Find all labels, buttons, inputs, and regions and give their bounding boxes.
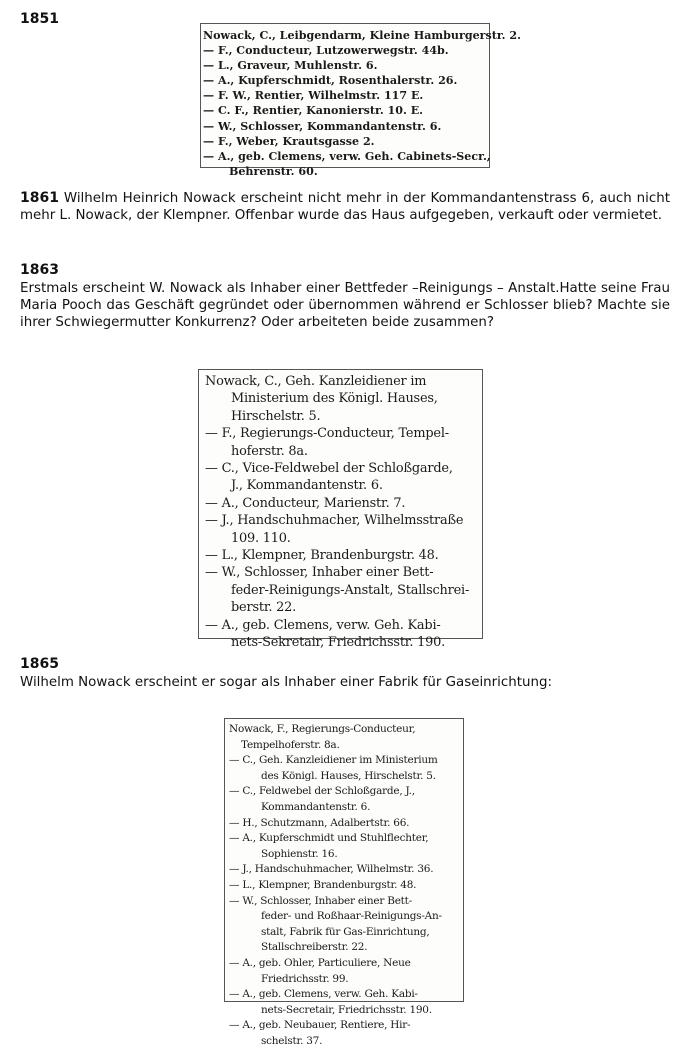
clipping-line: Kommandantenstr. 6. (261, 800, 371, 813)
clipping-line: — F., Weber, Krautsgasse 2. (203, 134, 375, 148)
year-heading-1863: 1863 (20, 262, 59, 278)
clipping-line: — C. F., Rentier, Kanonierstr. 10. E. (203, 104, 424, 118)
clipping-line: — L., Graveur, Muhlenstr. 6. (203, 59, 378, 73)
directory-clipping-1865 (224, 718, 464, 1047)
clipping-line: Stallschreiberstr. 22. (261, 941, 368, 954)
clipping-line: — L., Klempner, Brandenburgstr. 48. (229, 878, 417, 891)
clipping-line: Nowack, C., Leibgendarm, Kleine Hamburgerstr. 2. (203, 29, 521, 42)
clipping-line: Hirschelstr. 5. (231, 408, 321, 424)
clipping-line: 109. 110. (231, 530, 291, 546)
clipping-line: Behrenstr. 60. (229, 164, 318, 178)
clipping-line: — J., Handschuhmacher, Wilhelmstr. 36. (229, 863, 434, 876)
clipping-line: — A., geb. Clemens, verw. Geh. Cabinets-Secr., (203, 149, 491, 163)
directory-clipping-1863 (198, 369, 483, 651)
clipping-line: — F. W., Rentier, Wilhelmstr. 117 E. (203, 89, 424, 103)
clipping-line: — H., Schutzmann, Adalbertstr. 66. (229, 816, 410, 829)
paragraph-1861 (20, 190, 670, 224)
clipping-line: Nowack, F., Regierungs-Conducteur, (229, 723, 416, 735)
paragraph-1861-text: Wilhelm Heinrich Nowack erscheint nicht mehr in der Kommandantenstrass 6, auch nicht mehr L. Nowack, der Klempner. Offenbar wurde das Haus aufgegeben, verkauft oder vermietet. (20, 191, 670, 223)
clipping-line: — F., Conducteur, Lutzowerwegstr. 44b. (203, 44, 449, 58)
clipping-line: schelstr. 37. (261, 1034, 323, 1047)
clipping-line: — C., Feldwebel der Schloßgarde, J., (229, 785, 415, 798)
paragraph-1865: Wilhelm Nowack erscheint er sogar als Inhaber einer Fabrik für Gaseinrichtung: (20, 675, 552, 690)
clipping-line: hoferstr. 8a. (231, 443, 308, 459)
clipping-line: — W., Schlosser, Kommandantenstr. 6. (203, 119, 442, 133)
clipping-line: des Königl. Hauses, Hirschelstr. 5. (261, 769, 436, 782)
clipping-line: Tempelhoferstr. 8a. (241, 738, 340, 751)
clipping-line: — A., geb. Clemens, verw. Geh. Kabi- (229, 988, 418, 1001)
clipping-line: — A., Kupferschmidt, Rosenthalerstr. 26. (203, 74, 458, 88)
clipping-line: — C., Geh. Kanzleidiener im Ministerium (229, 754, 438, 767)
clipping-line: — W., Schlosser, Inhaber einer Bett- (205, 565, 434, 581)
clipping-line: feder- und Roßhaar-Reinigungs-An- (261, 910, 442, 923)
clipping-line: — C., Vice-Feldwebel der Schloßgarde, (205, 461, 453, 477)
clipping-line: — W., Schlosser, Inhaber einer Bett- (229, 894, 412, 907)
clipping-line: berstr. 22. (231, 600, 297, 616)
year-heading-1865: 1865 (20, 656, 59, 672)
clipping-line: nets-Sekretair, Friedrichsstr. 190. (231, 635, 446, 651)
directory-clipping-1851 (200, 23, 521, 178)
clipping-line: — A., Kupferschmidt und Stuhlflechter, (229, 832, 429, 845)
clipping-line: — F., Regierungs-Conducteur, Tempel- (205, 426, 449, 442)
clipping-line: Ministerium des Königl. Hauses, (231, 391, 438, 407)
clipping-line: Sophienstr. 16. (261, 847, 338, 860)
clipping-line: — A., Conducteur, Marienstr. 7. (205, 495, 406, 511)
clipping-line: Friedrichsstr. 99. (261, 972, 349, 985)
clipping-line: — A., geb. Ohler, Particuliere, Neue (229, 956, 411, 969)
year-heading-1861: 1861 (20, 190, 59, 206)
clipping-line: — L., Klempner, Brandenburgstr. 48. (205, 548, 439, 564)
year-heading-1851: 1851 (20, 11, 59, 27)
clipping-line: J., Kommandantenstr. 6. (231, 478, 383, 494)
clipping-line: — A., geb. Clemens, verw. Geh. Kabi- (205, 617, 441, 633)
clipping-line: nets-Secretair, Friedrichsstr. 190. (261, 1003, 432, 1016)
clipping-line: — J., Handschuhmacher, Wilhelmsstraße (205, 513, 464, 529)
clipping-line: stalt, Fabrik für Gas-Einrichtung, (261, 925, 430, 938)
clipping-line: — A., geb. Neubauer, Rentiere, Hir- (229, 1019, 411, 1032)
paragraph-1863: Erstmals erscheint W. Nowack als Inhaber einer Bettfeder –Reinigungs – Anstalt.Hatte seine Frau Maria Pooch das Geschäft gegründet oder übernommen während er Schlosser blieb? Machte sie ihrer Schwiegermutter Konkurrenz? Oder arbeiteten beide zusammen? (20, 281, 670, 330)
clipping-line: Nowack, C., Geh. Kanzleidiener im (205, 374, 427, 389)
clipping-line: feder-Reinigungs-Anstalt, Stallschrei- (231, 582, 470, 598)
